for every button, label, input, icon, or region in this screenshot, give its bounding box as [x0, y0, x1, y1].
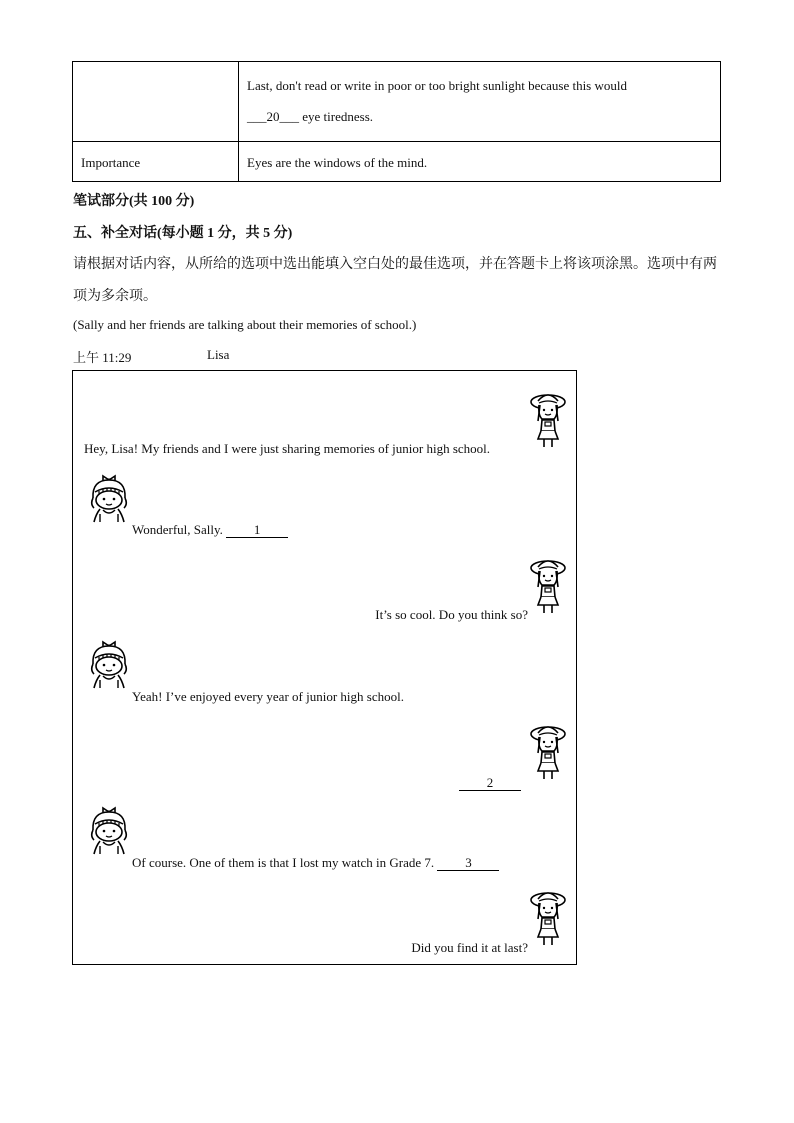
message-lisa-3: [132, 855, 499, 871]
table-row-divider: [73, 141, 720, 142]
message-lisa-3-text: Of course. One of them is that I lost my watch in Grade 7.: [132, 855, 438, 870]
table-row1-right-line1: Last, don't read or write in poor or too bright sunlight because this would: [247, 78, 627, 93]
message-sally-1: Hey, Lisa! My friends and I were just sharing memories of junior high school.: [84, 441, 491, 456]
section-written-title: 笔试部分(共 100 分): [73, 194, 195, 209]
girl-with-bow-icon: [86, 470, 132, 528]
girl-with-bow-icon: [86, 802, 132, 860]
chat-contact-name: Lisa: [207, 347, 230, 362]
criteria-table: [72, 61, 721, 182]
blank-20[interactable]: ___20___: [247, 109, 299, 124]
section-five-title: 五、补全对话(每小题 1 分，共 5 分): [73, 226, 293, 241]
girl-with-hat-icon: [528, 387, 568, 449]
instructions-line2: 项为多余项。: [73, 289, 157, 304]
girl-with-bow-icon: [86, 636, 132, 694]
answer-blank-3[interactable]: 3: [437, 856, 499, 871]
message-lisa-1: [132, 522, 288, 538]
message-sally-4: Did you find it at last?: [411, 940, 528, 955]
message-sally-2: It’s so cool. Do you think so?: [375, 607, 528, 622]
instructions-line1: 请根据对话内容，从所给的选项中选出能填入空白处的最佳选项，并在答题卡上将该项涂黑。选项中有两: [73, 257, 717, 272]
girl-with-hat-icon: [528, 885, 568, 947]
girl-with-hat-icon: [528, 719, 568, 781]
answer-blank-1[interactable]: 1: [226, 523, 288, 538]
table-column-divider: [238, 62, 239, 181]
table-row1-right-line2-text: eye tiredness.: [299, 109, 374, 124]
table-row2-left-cell: Importance: [81, 155, 141, 170]
answer-blank-2[interactable]: 2: [459, 776, 521, 791]
table-row2-right-cell: Eyes are the windows of the mind.: [247, 155, 428, 170]
message-lisa-2: Yeah! I’ve enjoyed every year of junior high school.: [132, 689, 404, 704]
message-sally-3: [459, 775, 521, 791]
message-lisa-1-text: Wonderful, Sally.: [132, 522, 227, 537]
chat-window: [72, 370, 577, 965]
chat-time: 上午 11:29: [73, 350, 132, 365]
girl-with-hat-icon: [528, 553, 568, 615]
table-row1-right-line2: [247, 109, 373, 125]
scenario-text: (Sally and her friends are talking about their memories of school.): [73, 317, 417, 332]
